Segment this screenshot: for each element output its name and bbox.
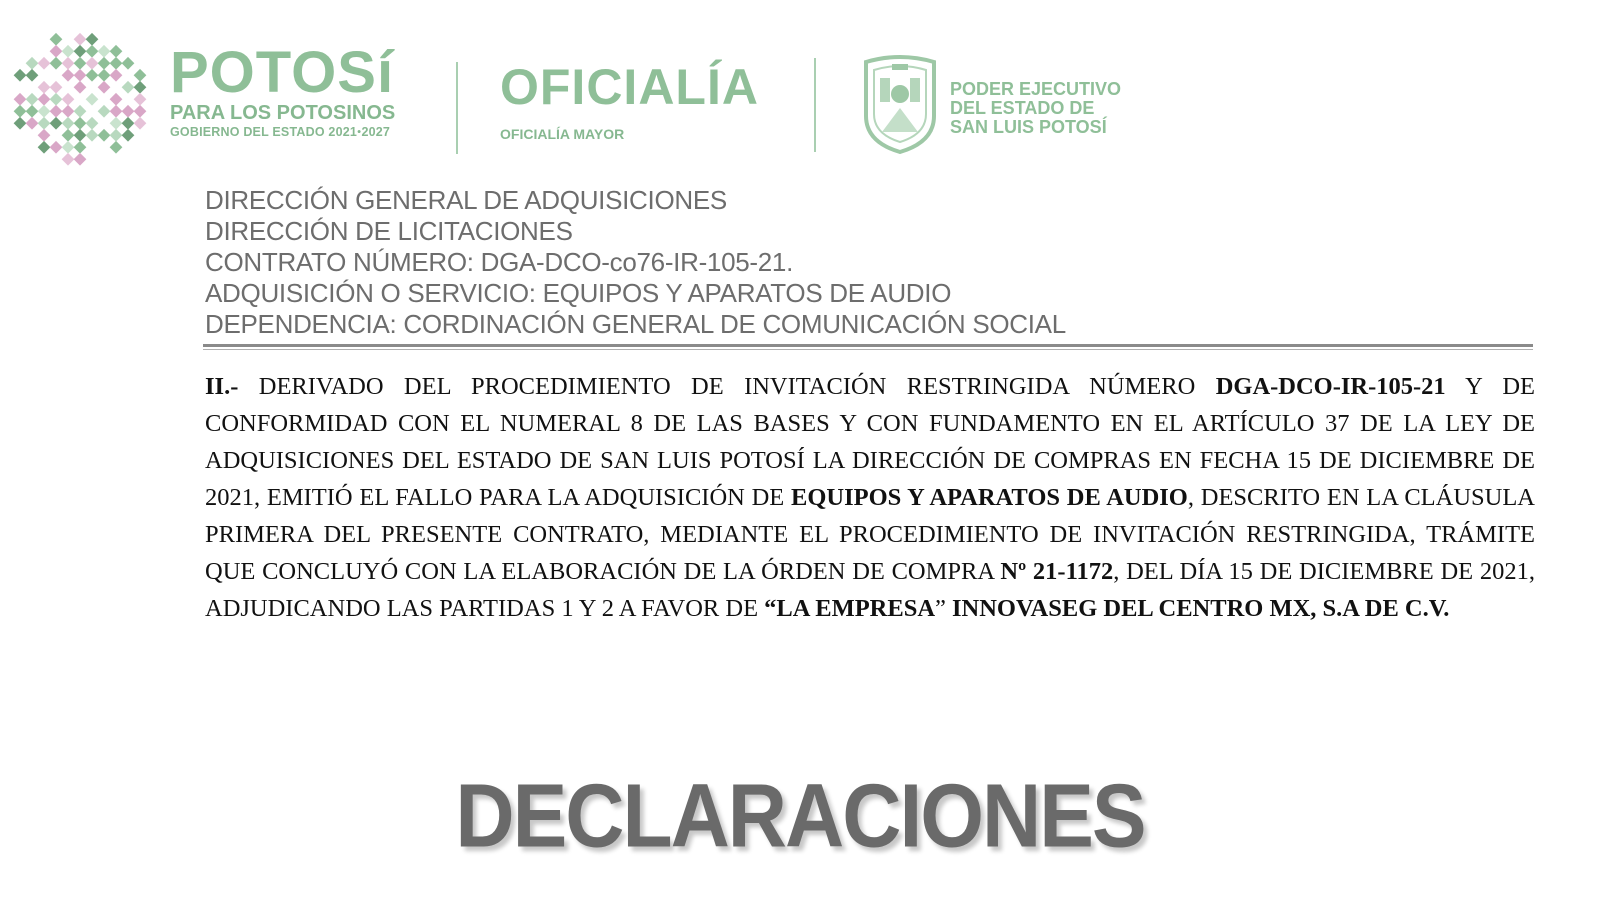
logo-tile: [38, 105, 51, 118]
logo-tile: [98, 69, 111, 82]
logo-tile: [74, 141, 87, 154]
logo-tile: [98, 81, 111, 94]
oficialia-block: [500, 60, 759, 142]
logo-tile: [38, 57, 51, 70]
logo-tile: [74, 81, 87, 94]
paragraph-text-2: Y DE CONFORMIDAD CON EL NUMERAL 8 DE LAS BASES Y CON FUNDAMENTO EN EL ARTÍCULO 37 DE LA LEY DE ADQUISICIONES DEL ESTADO DE SAN LUIS POTOSÍ LA DIRECCIÓN DE COMPRAS EN FECHA 15 DE DICIEMBRE DE 2021, EMITIÓ EL FALLO PARA LA ADQUISICIÓN DE: [205, 373, 1535, 511]
logo-tile: [62, 69, 75, 82]
order-number: Nº 21-1172: [1000, 558, 1114, 585]
logo-tile: [86, 57, 99, 70]
logo-tile: [62, 45, 75, 58]
logo-tile: [74, 57, 87, 70]
header-line-1: DIRECCIÓN GENERAL DE ADQUISICIONES: [205, 185, 727, 215]
procedure-number: DGA-DCO-IR-105-21: [1215, 373, 1446, 400]
logo-tile: [62, 153, 75, 166]
logo-tile: [122, 57, 135, 70]
logo-tile: [50, 81, 63, 94]
declaration-paragraph: [205, 368, 1535, 627]
logo-tile: [74, 33, 87, 46]
logo-tile: [26, 93, 39, 106]
logo-tile: [86, 129, 99, 142]
logo-tile: [14, 117, 27, 130]
logo-tile: [134, 117, 147, 130]
logo-tile: [50, 105, 63, 118]
logo-tile: [26, 117, 39, 130]
brand-small: [170, 124, 395, 141]
brand-small-text: GOBIERNO DEL ESTADO 2021: [170, 125, 358, 139]
logo-tile: [110, 57, 123, 70]
logo-tile: [62, 141, 75, 154]
logo-tile: [38, 81, 51, 94]
section-title: DECLARACIONES: [455, 766, 1145, 867]
logo-tile: [38, 117, 51, 130]
logo-tile: [74, 45, 87, 58]
state-shield-emblem: [860, 54, 940, 154]
potosi-brand: [170, 40, 396, 141]
logo-tile: [98, 105, 111, 118]
logo-tile: [86, 45, 99, 58]
office-title: OFICIALÍA: [500, 59, 759, 115]
office-subtitle: OFICIALÍA MAYOR: [500, 126, 625, 142]
logo-tile: [38, 141, 51, 154]
document-header: [205, 185, 1066, 340]
logo-tile: [38, 129, 51, 142]
brand-subtitle: PARA LOS POTOSINOS: [170, 102, 396, 124]
logo-tile: [134, 93, 147, 106]
potosi-logo-mark: [10, 30, 150, 170]
logo-tile: [50, 141, 63, 154]
logo-tile: [98, 57, 111, 70]
executive-line-3: SAN LUIS POTOSÍ: [950, 117, 1107, 137]
logo-tile: [26, 69, 39, 82]
header-line-4: ADQUISICIÓN O SERVICIO: EQUIPOS Y APARATOS DE AUDIO: [205, 278, 952, 308]
logo-tile: [62, 57, 75, 70]
logo-tile: [74, 153, 87, 166]
logo-tile: [98, 129, 111, 142]
logo-tile: [86, 93, 99, 106]
executive-line-2: DEL ESTADO DE: [950, 98, 1095, 118]
logo-tile: [98, 45, 111, 58]
paragraph-text-4: , DEL DÍA 15 DE DICIEMBRE DE 2021, ADJUDICANDO LAS PARTIDAS 1 Y 2 A FAVOR DE: [205, 558, 1535, 622]
brand-small-end: 2027: [361, 125, 391, 139]
logo-tile: [38, 93, 51, 106]
header-line-3: CONTRATO NÚMERO: DGA-DCO-co76-IR-105-21.: [205, 247, 794, 277]
header-divider-1: [456, 62, 458, 154]
logo-tile: [110, 69, 123, 82]
logo-tile: [110, 141, 123, 154]
brand-title: POTOSí: [170, 40, 395, 105]
header-rule: [203, 344, 1533, 347]
logo-tile: [122, 105, 135, 118]
logo-tile: [62, 117, 75, 130]
logo-tile: [74, 117, 87, 130]
logo-tile: [50, 33, 63, 46]
brand-small-separator: ●: [357, 128, 362, 136]
executive-line-1: PODER EJECUTIVO: [950, 79, 1122, 99]
logo-tile: [122, 81, 135, 94]
logo-tile: [14, 69, 27, 82]
logo-tile: [122, 117, 135, 130]
logo-tile: [74, 129, 87, 142]
logo-tile: [122, 129, 135, 142]
paragraph-text-3: , DESCRITO EN LA CLÁUSULA PRIMERA DEL PRESENTE CONTRATO, MEDIANTE EL PROCEDIMIENTO DE INVITACIÓN RESTRINGIDA, TRÁMITE QUE CONCLUYÓ CON LA ELABORACIÓN DE LA ÓRDEN DE COMPRA: [205, 484, 1535, 585]
logo-tile: [50, 93, 63, 106]
logo-tile: [50, 117, 63, 130]
logo-tile: [26, 57, 39, 70]
logo-tile: [134, 81, 147, 94]
paragraph-label: II.-: [205, 373, 239, 400]
logo-tile: [110, 105, 123, 118]
logo-tile: [86, 117, 99, 130]
company-alias: “LA EMPRESA: [764, 595, 936, 622]
header-line-2: DIRECCIÓN DE LICITACIONES: [205, 216, 573, 246]
company-alias-close: ”: [935, 595, 953, 622]
logo-tile: [134, 105, 147, 118]
product-name: EQUIPOS Y APARATOS DE AUDIO: [791, 484, 1188, 511]
logo-tile: [26, 105, 39, 118]
logo-tile: [110, 117, 123, 130]
executive-power-block: [950, 80, 1121, 137]
logo-tile: [50, 57, 63, 70]
logo-tile: [134, 69, 147, 82]
logo-tile: [62, 93, 75, 106]
logo-tile: [86, 33, 99, 46]
logo-tile: [62, 129, 75, 142]
logo-tile: [110, 45, 123, 58]
logo-tile: [110, 93, 123, 106]
header-line-5: DEPENDENCIA: CORDINACIÓN GENERAL DE COMUNICACIÓN SOCIAL: [205, 309, 1066, 339]
paragraph-text-1: DERIVADO DEL PROCEDIMIENTO DE INVITACIÓN RESTRINGIDA NÚMERO: [238, 373, 1216, 400]
logo-tile: [50, 45, 63, 58]
header-rule-thin: [203, 349, 1533, 350]
company-name: INNOVASEG DEL CENTRO MX, S.A DE C.V.: [952, 595, 1450, 622]
logo-tile: [86, 69, 99, 82]
logo-tile: [14, 105, 27, 118]
logo-tile: [110, 129, 123, 142]
logo-tile: [14, 93, 27, 106]
logo-tile: [74, 69, 87, 82]
header-divider-2: [814, 58, 816, 152]
logo-tile: [74, 105, 87, 118]
logo-tile: [62, 105, 75, 118]
